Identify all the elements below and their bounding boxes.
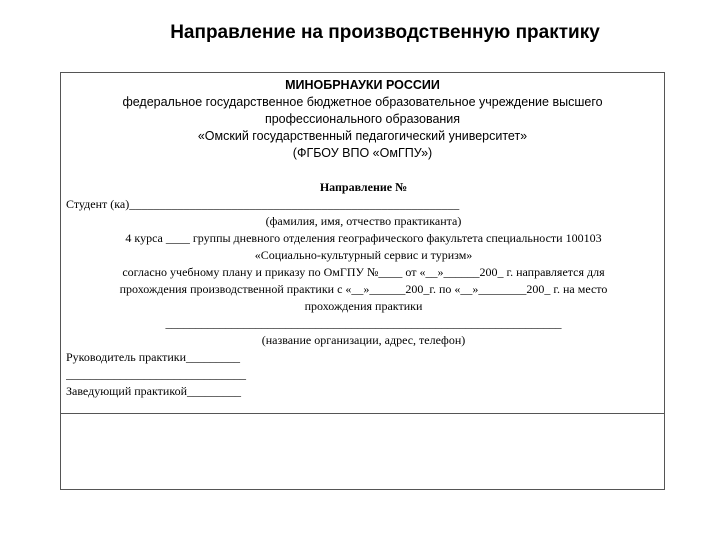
head-signature-line: ______________________________	[66, 401, 246, 415]
referral-heading: Направление №	[319, 180, 408, 194]
supervisor-field: Руководитель практики_________	[66, 350, 241, 364]
organization-field: __________________________________________________________________	[165, 316, 562, 330]
referral-form	[66, 179, 661, 417]
course-line: 4 курса ____ группы дневного отделения географического факультета специальности 100103	[125, 231, 602, 245]
specialty-name: «Социально-культурный сервис и туризм»	[254, 248, 473, 262]
institution-line-2: профессионального образования	[264, 112, 461, 126]
university-name: «Омский государственный педагогический университет»	[197, 129, 528, 143]
student-caption: (фамилия, имя, отчество практиканта)	[265, 214, 462, 228]
institution-line-1: федеральное государственное бюджетное образовательное учреждение высшего	[122, 95, 603, 109]
supervisor-signature-line: ______________________________	[66, 367, 246, 381]
head-field: Заведующий практикой_________	[66, 384, 241, 398]
order-line: согласно учебному плану и приказу по ОмГПУ №____ от «__»______200_ г. направляется для	[122, 265, 605, 279]
document-frame	[60, 72, 665, 490]
student-field: Студент (ка)_______________________________________________________	[66, 197, 460, 211]
organization-caption: (название организации, адрес, телефон)	[261, 333, 466, 347]
section-divider	[61, 413, 664, 414]
university-abbr: (ФГБОУ ВПО «ОмГПУ»)	[292, 146, 433, 160]
page-title: Направление на производственную практику	[170, 22, 600, 43]
dates-line: прохождения производственной практики с «__»______200_г. по «__»________200_ г. на место	[119, 282, 608, 296]
institution-header	[61, 77, 664, 162]
place-label: прохождения практики	[304, 299, 423, 313]
ministry-name: МИНОБРНАУКИ РОССИИ	[285, 78, 440, 92]
